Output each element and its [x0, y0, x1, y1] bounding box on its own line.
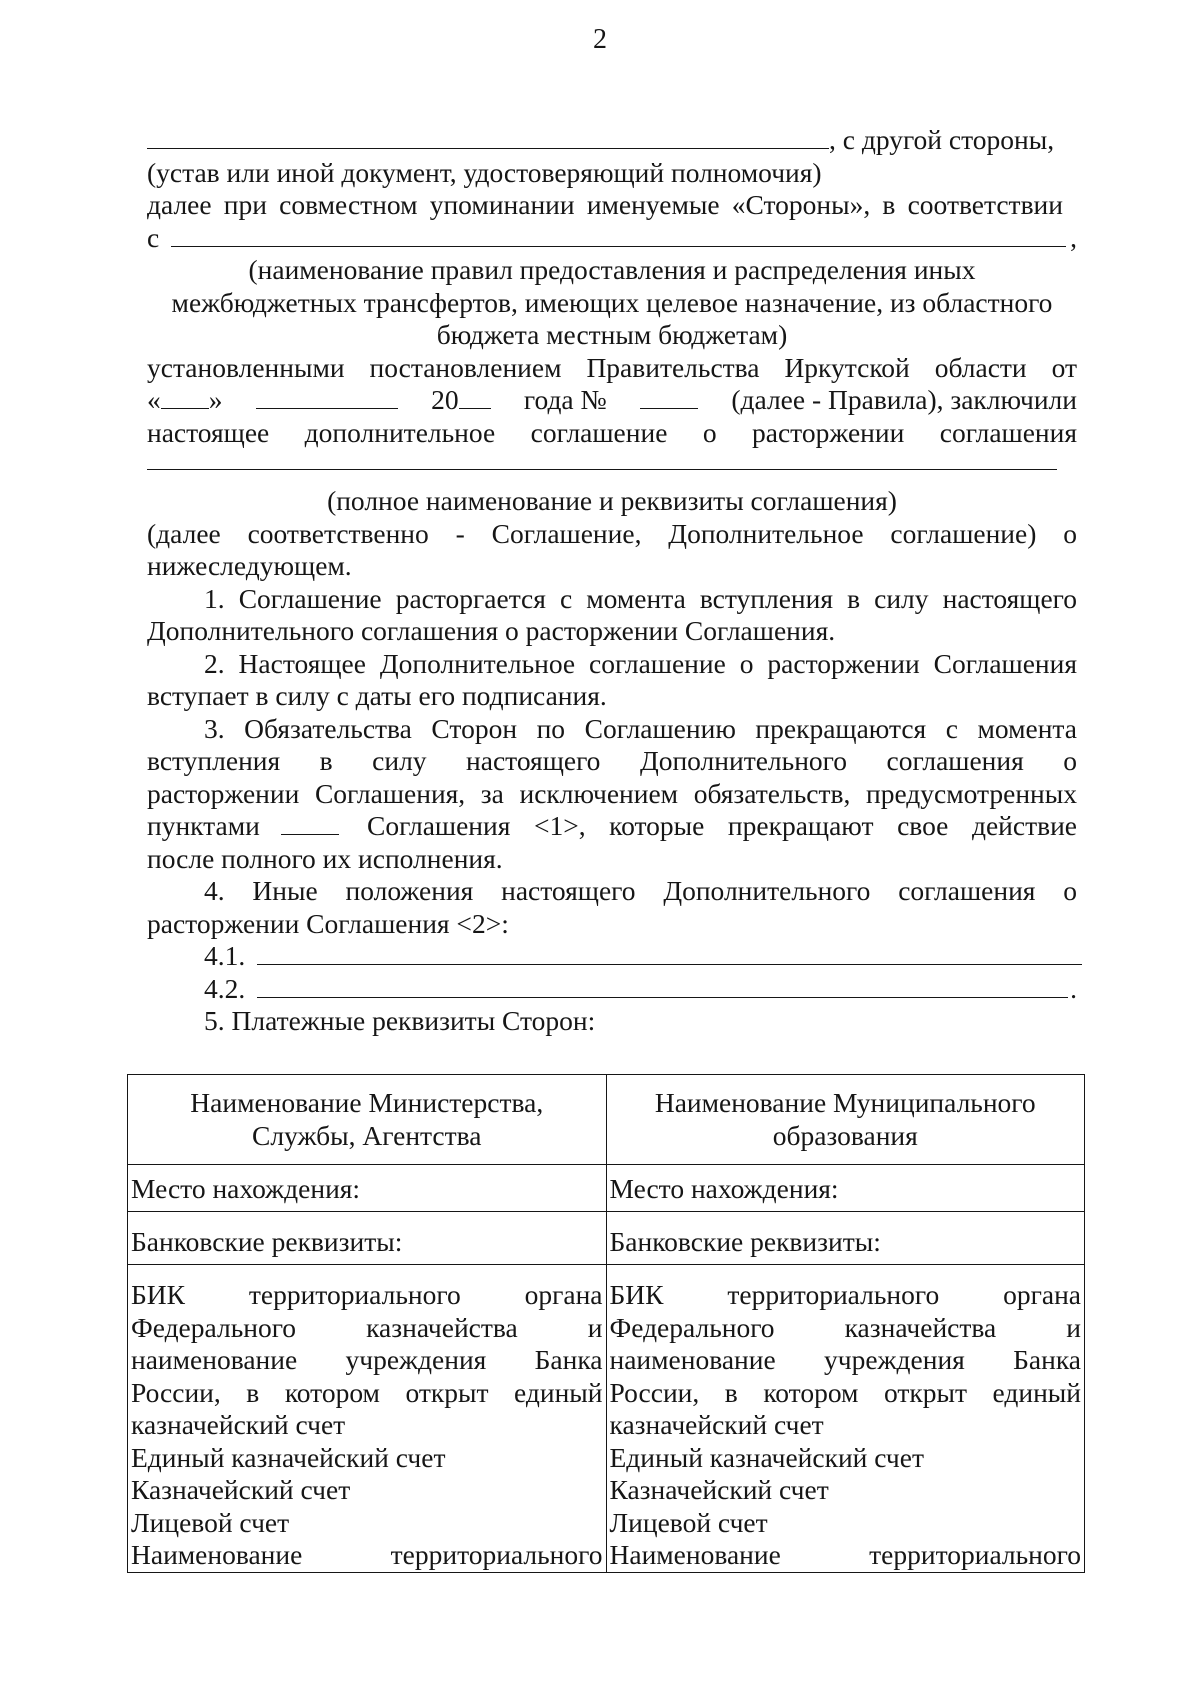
- blank-number: [640, 384, 698, 409]
- note-charter: (устав или иной документ, удостоверяющий полномочия): [147, 156, 822, 188]
- other-side-line: , с другой стороны,: [147, 124, 1077, 157]
- payment-details-table: [127, 1074, 1085, 1573]
- blank-agreement: [147, 449, 1057, 470]
- hereinafter-respectively-line: (далее соответственно - Соглашение, Дополнительное соглашение) о: [147, 517, 1077, 549]
- present-additional-line: настоящее дополнительное соглашение о расторжении соглашения: [147, 416, 1077, 448]
- blank-clauses: [281, 810, 339, 835]
- note-rules-3: бюджета местным бюджетам): [436, 319, 788, 350]
- table-row-bank: [128, 1212, 1085, 1265]
- clause-4-1: 4.1.: [147, 940, 1077, 973]
- agreement-blank-line: [147, 449, 1077, 473]
- requisites-left: БИК территориального органа Федерального казначейства и наименование учреждения Банка России, в котором открыт единый казначейский счет Единый казначейский счет Казначейский счет Лицевой счет Наименование территориального: [128, 1265, 607, 1573]
- note-agreement: (полное наименование и реквизиты соглашения): [327, 485, 897, 516]
- clause-4-line-1: 4. Иные положения настоящего Дополнительного соглашения о: [204, 875, 1077, 906]
- header-municipality: Наименование Муниципального образования: [606, 1075, 1085, 1165]
- clause-3-line-1: 3. Обязательства Сторон по Соглашению прекращаются с момента: [204, 712, 1077, 744]
- clause-3-line-2: вступления в силу настоящего Дополнительного соглашения о: [147, 745, 1077, 776]
- table-header-row: [128, 1075, 1085, 1165]
- clause-1-line-2: Дополнительного соглашения о расторжении Соглашения.: [147, 615, 836, 646]
- note-rules-1: (наименование правил предоставления и распределения иных: [248, 254, 976, 285]
- clause-2-line-2: вступает в силу с даты его подписания.: [147, 680, 607, 711]
- clause-5: 5. Платежные реквизиты Сторон:: [204, 1005, 596, 1036]
- requisites-right: БИК территориального органа Федерального казначейства и наименование учреждения Банка России, в котором открыт единый казначейский счет Единый казначейский счет Казначейский счет Лицевой счет Наименование территориального: [606, 1265, 1085, 1573]
- table-row-requisites: [128, 1265, 1085, 1573]
- clause-3-line-4: пунктами Соглашения <1>, которые прекращают свое действие: [147, 810, 1077, 841]
- clause-3-line-3: расторжении Соглашения, за исключением обязательств, предусмотренных: [147, 777, 1077, 809]
- with-line: с ,: [147, 221, 1077, 253]
- page-number: 2: [593, 24, 607, 55]
- document-body: [147, 124, 1077, 1038]
- bank-left: Банковские реквизиты:: [128, 1212, 607, 1265]
- blank-party-name: [147, 124, 829, 149]
- note-rules-2: межбюджетных трансфертов, имеющих целевое назначение, из областного: [171, 286, 1053, 318]
- header-ministry: Наименование Министерства, Службы, Агентства: [128, 1075, 607, 1165]
- clause-1-line-1: 1. Соглашение расторгается с момента вступления в силу настоящего: [204, 582, 1077, 614]
- bank-right: Банковские реквизиты:: [606, 1212, 1085, 1265]
- blank-year: [459, 384, 491, 409]
- clause-4-2: 4.2. .: [204, 972, 1077, 1004]
- location-left: Место нахождения:: [128, 1165, 607, 1212]
- clause-3-line-5: после полного их исполнения.: [147, 842, 503, 874]
- location-right: Место нахождения:: [606, 1165, 1085, 1212]
- hereinafter-line: далее при совместном упоминании именуемые «Стороны», в соответствии: [147, 189, 1063, 220]
- date-line: « » 20 года № (далее - Правила), заключили: [147, 384, 1077, 415]
- blank-clause-4-1: [257, 940, 1082, 965]
- blank-rules-name: [171, 222, 1066, 247]
- blank-month: [256, 384, 398, 409]
- blank-clause-4-2: [257, 973, 1068, 998]
- table-row-location: [128, 1165, 1085, 1212]
- established-line: установленными постановлением Правительства Иркутской области от: [147, 351, 1077, 383]
- blank-day: [161, 384, 209, 409]
- clause-4-line-2: расторжении Соглашения <2>:: [147, 907, 509, 939]
- following-line: нижеследующем.: [147, 550, 352, 581]
- clause-2-line-1: 2. Настоящее Дополнительное соглашение о расторжении Соглашения: [204, 647, 1077, 679]
